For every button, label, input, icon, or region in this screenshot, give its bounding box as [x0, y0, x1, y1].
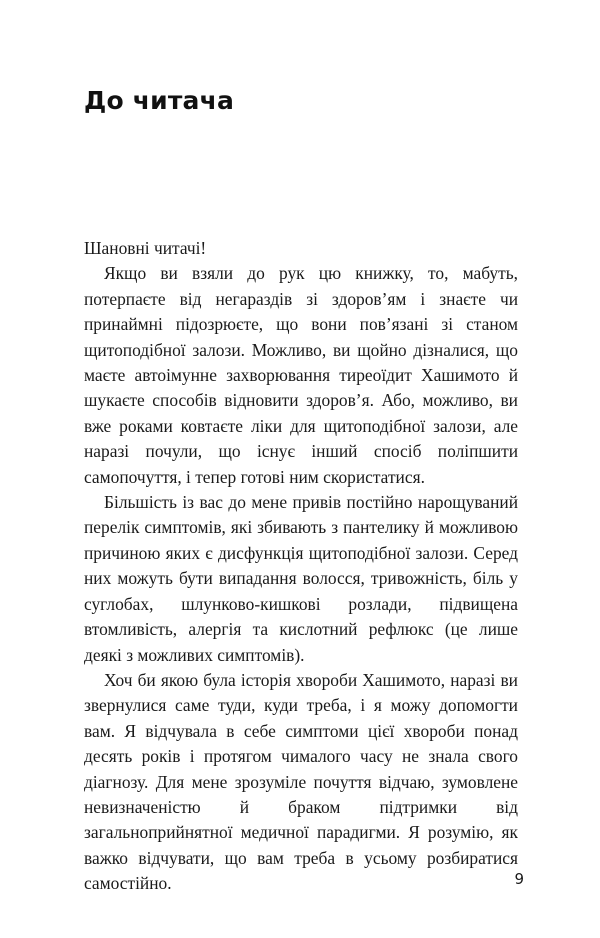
body-text: [84, 236, 518, 897]
page-number: 9: [514, 870, 524, 888]
salutation: Шановні читачі!: [84, 238, 207, 258]
paragraph-3: Хоч би якою була історія хвороби Хашимото, наразі ви звернулися саме туди, куди треба, і я можу допомогти вам. Я відчувала в себе симптоми цієї хвороби понад десять років і протягом чималого часу не знала свого діагнозу. Для мене зрозуміле почуття відчаю, зумовлене невизначеністю й браком підтримки від загальноприйнятної медичної парадигми. Я розумію, як важко відчувати, що вам треба в усьому розбиратися самостійно.: [84, 669, 518, 894]
paragraph-2: Більшість із вас до мене привів постійно нарощуваний перелік симптомів, які збивають з пантелику й можливою причиною яких є дисфункція щитоподібної залози. Серед них можуть бути випадання волосся, тривожність, біль у суглобах, шлунково-кишкові розлади, підвищена втомливість, алергія та кислотний рефлюкс (це лише деякі з можливих симптомів).: [84, 492, 518, 665]
chapter-title: До читача: [84, 86, 235, 115]
paragraph-1: Якщо ви взяли до рук цю книжку, то, мабуть, потерпаєте від негараздів зі здоров’ям і знаєте чи принаймні підозрюєте, що вони пов’язані зі станом щитоподібної залози. Можливо, ви щойно дізналися, що маєте автоімунне захворювання тиреоїдит Хашимото й шукаєте способів відновити здоров’я. Або, можливо, ви вже роками ковтаєте ліки для щитоподібної залози, але наразі почули, що існує інший спосіб поліпшити самопочуття, і тепер готові ним скористатися.: [84, 263, 518, 487]
